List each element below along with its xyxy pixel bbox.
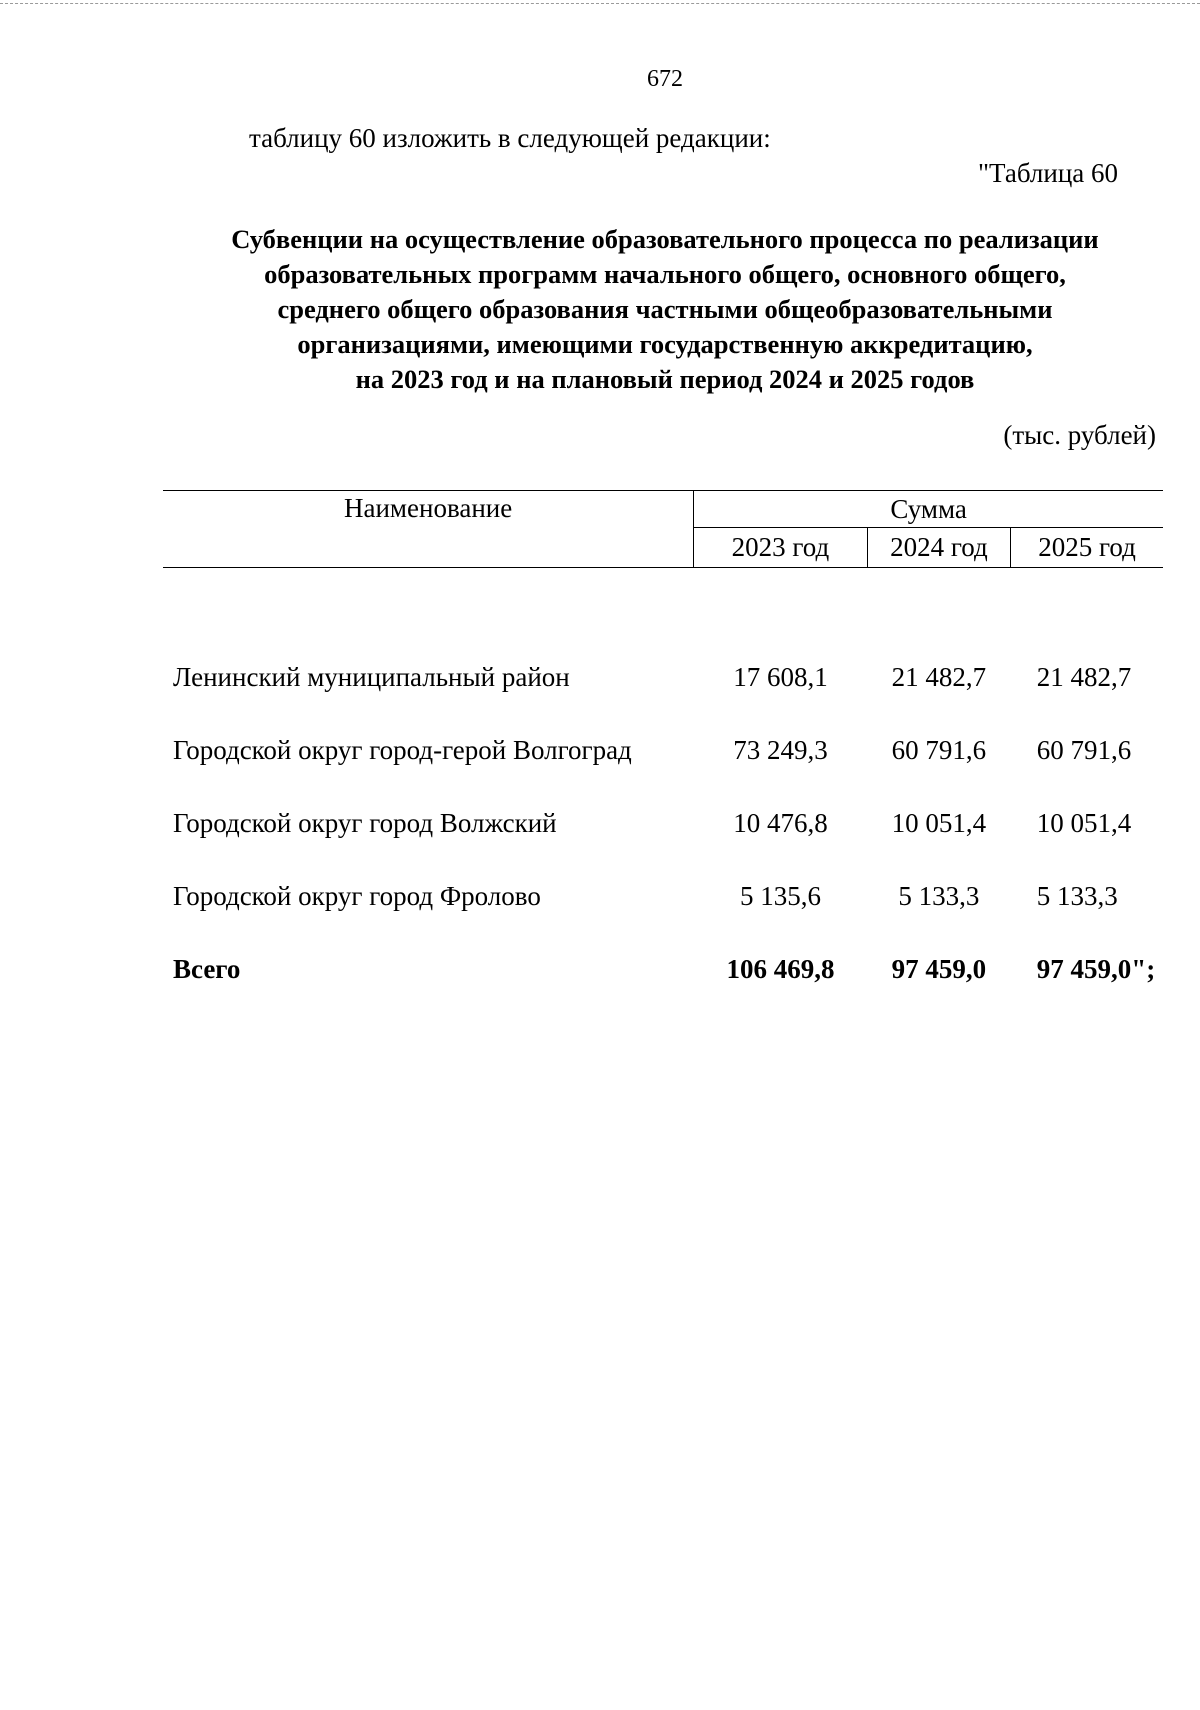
row-name: Городской округ город Фролово: [173, 881, 541, 911]
table-row: [163, 787, 1163, 860]
column-header-year: 2024 год: [867, 528, 1011, 568]
title-line: среднего общего образования частными общеобразовательными: [277, 294, 1053, 324]
page-number: 672: [647, 66, 683, 92]
row-value-2025: 5 133,3: [1036, 881, 1118, 911]
row-value-2025: 60 791,6: [1036, 735, 1132, 765]
row-name: Ленинский муниципальный район: [173, 662, 570, 692]
row-value-2023: 10 476,8: [733, 808, 828, 838]
row-name: Городской округ город-герой Волгоград: [173, 735, 632, 765]
total-value-2023: 106 469,8: [726, 954, 835, 984]
row-value-2023: 17 608,1: [733, 662, 828, 692]
total-value-2025: 97 459,0";: [1036, 954, 1156, 984]
table-label: "Таблица 60: [978, 158, 1118, 188]
column-header-year: 2025 год: [1011, 528, 1163, 568]
row-value-2024: 10 051,4: [891, 808, 987, 838]
title-line: образовательных программ начального общего, основного общего,: [264, 259, 1066, 289]
row-value-2025: 10 051,4: [1036, 808, 1132, 838]
row-value-2024: 5 133,3: [898, 881, 980, 911]
subvention-table: [163, 490, 1163, 1006]
column-header-name: Наименование: [163, 491, 694, 568]
row-name: Городской округ город Волжский: [173, 808, 557, 838]
column-header-year: 2023 год: [694, 528, 867, 568]
top-scan-edge: [0, 3, 1200, 4]
row-value-2024: 21 482,7: [891, 662, 987, 692]
table-row: [163, 714, 1163, 787]
row-value-2023: 5 135,6: [739, 881, 821, 911]
title-line: организациями, имеющими государственную аккредитацию,: [297, 329, 1033, 359]
column-header-sum: Сумма: [694, 491, 1163, 528]
table-row: [163, 860, 1163, 933]
table-spacer: [163, 568, 1163, 642]
title-line: на 2023 год и на плановый период 2024 и 2025 годов: [355, 364, 975, 394]
intro-text: таблицу 60 изложить в следующей редакции:: [249, 123, 771, 153]
units-label: (тыс. рублей): [1003, 420, 1156, 450]
table-row: [163, 641, 1163, 714]
title-line: Субвенции на осуществление образовательного процесса по реализации: [231, 224, 1099, 254]
document-title: [150, 222, 1180, 397]
row-value-2023: 73 249,3: [733, 735, 828, 765]
row-value-2025: 21 482,7: [1036, 662, 1132, 692]
table-total-row: [163, 933, 1163, 1006]
row-value-2024: 60 791,6: [891, 735, 987, 765]
total-value-2024: 97 459,0: [891, 954, 987, 984]
table-header-row: [163, 491, 1163, 528]
total-label: Всего: [173, 954, 241, 984]
